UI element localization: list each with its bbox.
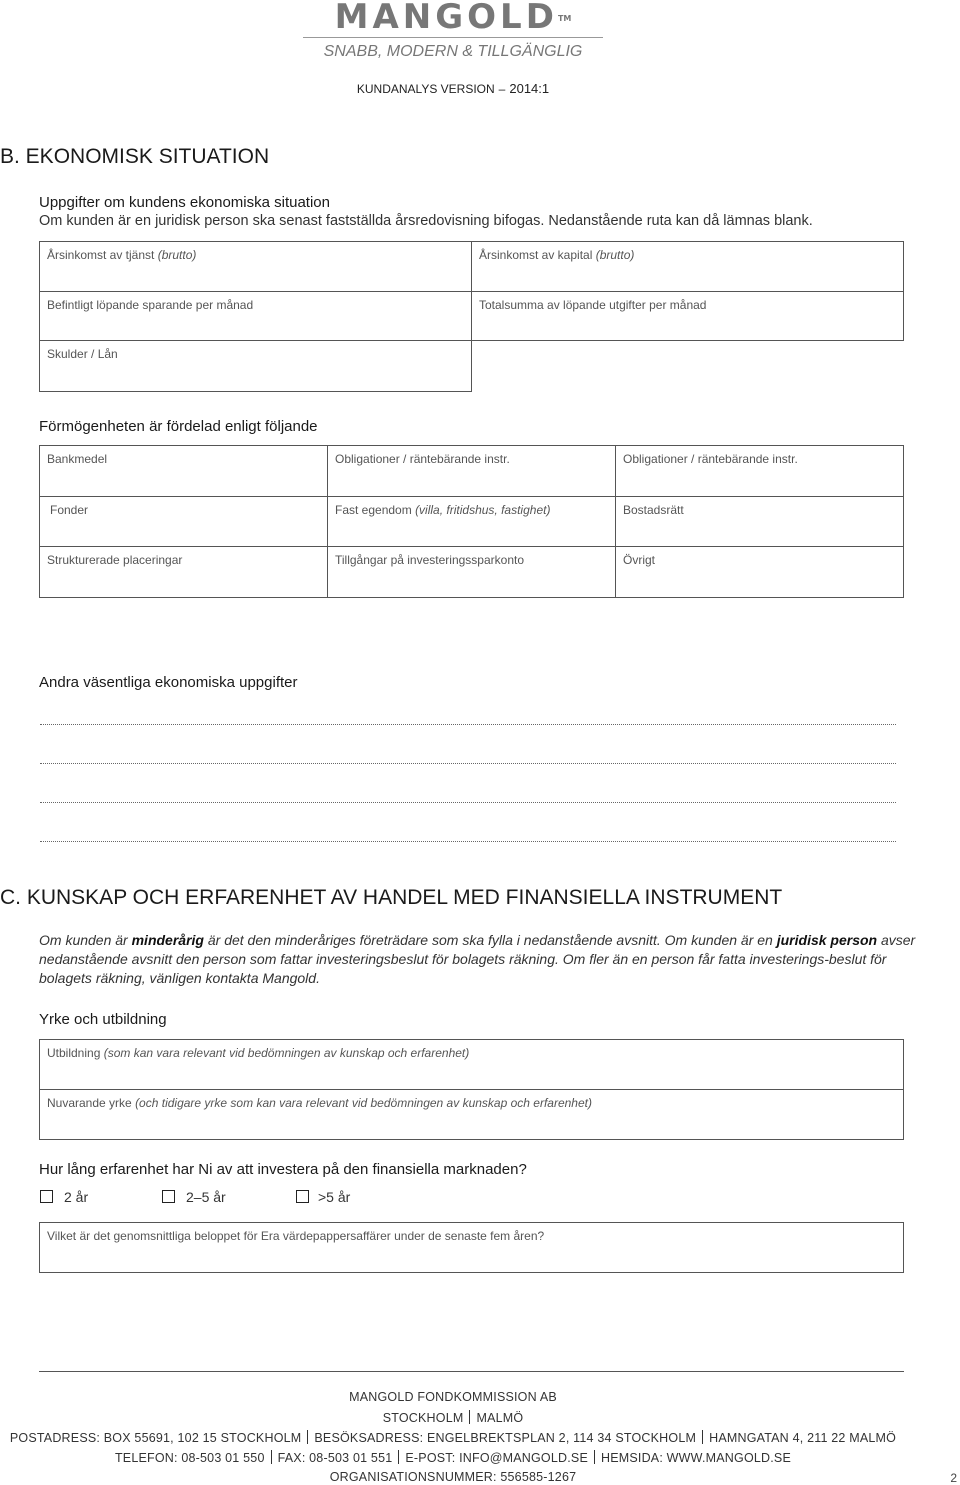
assets-grid [39, 445, 904, 598]
answer-line[interactable] [40, 801, 896, 803]
footer-org-number: ORGANISATIONSNUMMER: 556585-1267 [329, 1470, 577, 1484]
income-capital-field[interactable]: Årsinkomst av kapital (brutto) [472, 242, 903, 292]
answer-line[interactable] [40, 723, 896, 725]
experience-5y-plus-label: >5 år [318, 1189, 351, 1205]
experience-2-5y-checkbox[interactable] [162, 1190, 175, 1203]
other-info-heading: Andra väsentliga ekonomiska uppgifter [39, 674, 298, 691]
bonds-field-2[interactable]: Obligationer / räntebärande instr. [616, 446, 903, 497]
answer-line[interactable] [40, 840, 896, 842]
occupation-grid [39, 1039, 904, 1140]
monthly-expenses-field[interactable]: Totalsumma av löpande utgifter per månad [479, 298, 707, 312]
section-b-subheading: Uppgifter om kundens ekonomiska situation [39, 194, 330, 211]
current-job-field[interactable]: Nuvarande yrke (och tidigare yrke som kan vara relevant vid bedömningen av kunskap och erfarenhet) [47, 1096, 592, 1110]
footer-contact: TELEFON: 08-503 01 550 FAX: 08-503 01 551 E-POST: INFO@MANGOLD.SE HEMSIDA: WWW.MANGOLD.SE [114, 1451, 792, 1465]
condo-field[interactable]: Bostadsrätt [616, 497, 903, 547]
experience-2y-checkbox[interactable] [40, 1190, 53, 1203]
occupation-heading: Yrke och utbildning [39, 1011, 167, 1028]
footer-divider [39, 1371, 904, 1372]
experience-2-5y-label: 2–5 år [186, 1189, 226, 1205]
mangold-logo: MANGOLD™ [334, 0, 572, 37]
experience-question: Hur lång erfarenhet har Ni av att investera på den finansiella marknaden? [39, 1161, 527, 1178]
form-version: KUNDANALYS VERSION – 2014:1 [356, 81, 550, 96]
income-grid [39, 241, 904, 341]
page-number: 2 [950, 1471, 957, 1485]
answer-line[interactable] [40, 762, 896, 764]
monthly-savings-field[interactable]: Befintligt löpande sparande per månad [40, 292, 472, 341]
funds-field[interactable]: Fonder [40, 497, 328, 547]
experience-5y-plus-checkbox[interactable] [296, 1190, 309, 1203]
experience-2y-label: 2 år [64, 1189, 89, 1205]
tagline: SNABB, MODERN & TILLGÄNGLIG [323, 43, 583, 60]
structured-field[interactable]: Strukturerade placeringar [40, 547, 328, 597]
bonds-field-1[interactable]: Obligationer / räntebärande instr. [328, 446, 616, 497]
income-work-field[interactable]: Årsinkomst av tjänst (brutto) [40, 242, 472, 292]
assets-heading: Förmögenheten är fördelad enligt följande [39, 418, 318, 435]
section-b-heading: B. EKONOMISK SITUATION [0, 145, 270, 168]
logo-divider [303, 37, 603, 38]
trademark-symbol: TM [557, 14, 572, 23]
real-estate-field[interactable]: Fast egendom (villa, fritidshus, fastighet) [328, 497, 616, 547]
section-b-note: Om kunden är en juridisk person ska senast fastställda årsredovisning bifogas. Nedanstående ruta kan då lämnas blank. [39, 213, 813, 229]
footer-cities: STOCKHOLM MALMÖ [382, 1411, 524, 1425]
debts-field[interactable]: Skulder / Lån [39, 340, 472, 392]
section-c-heading: C. KUNSKAP OCH ERFARENHET AV HANDEL MED FINANSIELLA INSTRUMENT [0, 886, 783, 909]
bank-field[interactable]: Bankmedel [40, 446, 328, 497]
isk-field[interactable]: Tillgångar på investeringssparkonto [328, 547, 616, 597]
avg-amount-field[interactable]: Vilket är det genomsnittliga beloppet för Era värdepappersaffärer under de senaste fem åren? [39, 1222, 904, 1273]
footer-company: MANGOLD FONDKOMMISSION AB [349, 1390, 557, 1404]
education-field[interactable]: Utbildning (som kan vara relevant vid bedömningen av kunskap och erfarenhet) [40, 1040, 903, 1090]
footer-addresses: POSTADRESS: BOX 55691, 102 15 STOCKHOLM BESÖKSADRESS: ENGELBREKTSPLAN 2, 114 34 STOCKHOLM HAMNGATAN 4, 211 22 MALMÖ [9, 1431, 897, 1445]
other-assets-field[interactable]: Övrigt [623, 553, 656, 567]
section-c-intro: Om kunden är minderårig är det den minderåriges företrädare som ska fylla i nedanstående avsnitt. Om kunden är en juridisk person avser nedanstående avsnitt den person som fattar investeringsbeslut för bolagets räkning. Om fler än en person får fatta investerings-beslut för bolagets räkning, vänligen kontakta Mangold. [39, 932, 916, 986]
